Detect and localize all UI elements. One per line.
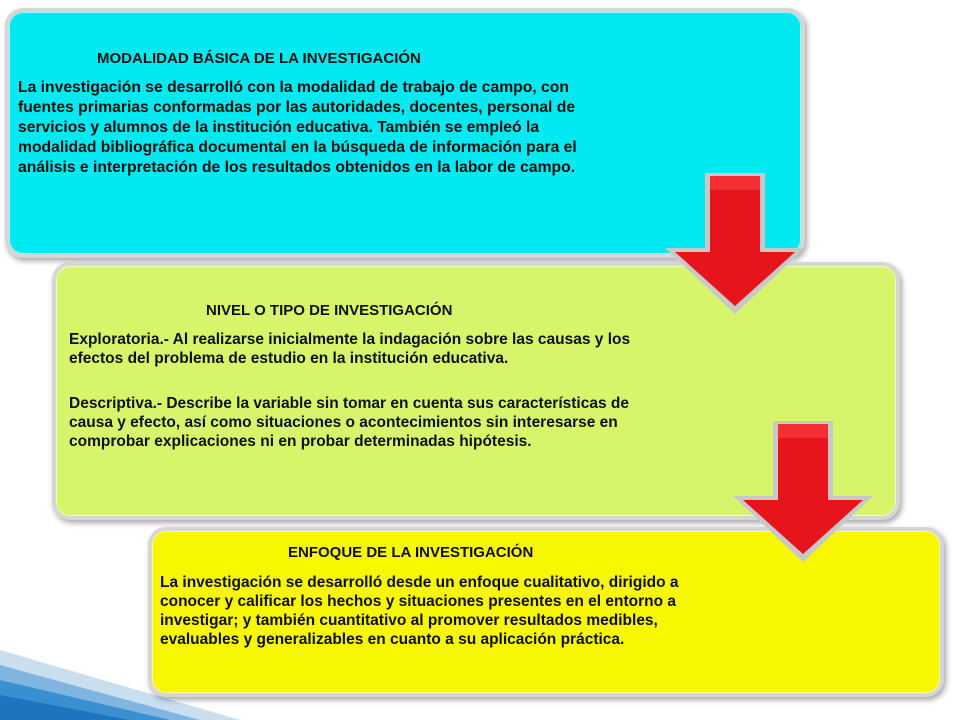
enfoque-text: La investigación se desarrolló desde un enfoque cualitativo, dirigido a conocer y calificar los hechos y situaciones presentes en el entorno a investigar; y también cuantitativo al promover resultados medibles, evaluables y generalizables en cuanto a su aplicación práctica. [160,574,679,648]
modalidad-text: La investigación se desarrolló con la modalidad de trabajo de campo, con fuentes primarias conformadas por las autoridades, docentes, personal de servicios y alumnos de la institución educativa. También se empleó la modalidad bibliográfica documental en la búsqueda de información para el análisis e interpretación de los resultados obtenidos en la labor de campo. [18,79,577,176]
nivel-title: NIVEL O TIPO DE INVESTIGACIÓN [206,302,453,319]
down-arrow-icon [660,170,810,318]
exploratoria-text: Exploratoria.- Al realizarse inicialmente la indagación sobre las causas y los efectos del problema de estudio en la institución educativa. [69,331,631,367]
descriptiva-text: Descriptiva.- Describe la variable sin tomar en cuenta sus características de causa y efecto, así como situaciones o acontecimientos sin interesarse en comprobar explicaciones ni en probar determinadas hipótesis. [69,395,629,450]
enfoque-title: ENFOQUE DE LA INVESTIGACIÓN [288,544,534,561]
down-arrow-icon [728,418,878,566]
modalidad-title: MODALIDAD BÁSICA DE LA INVESTIGACIÓN [97,50,421,67]
